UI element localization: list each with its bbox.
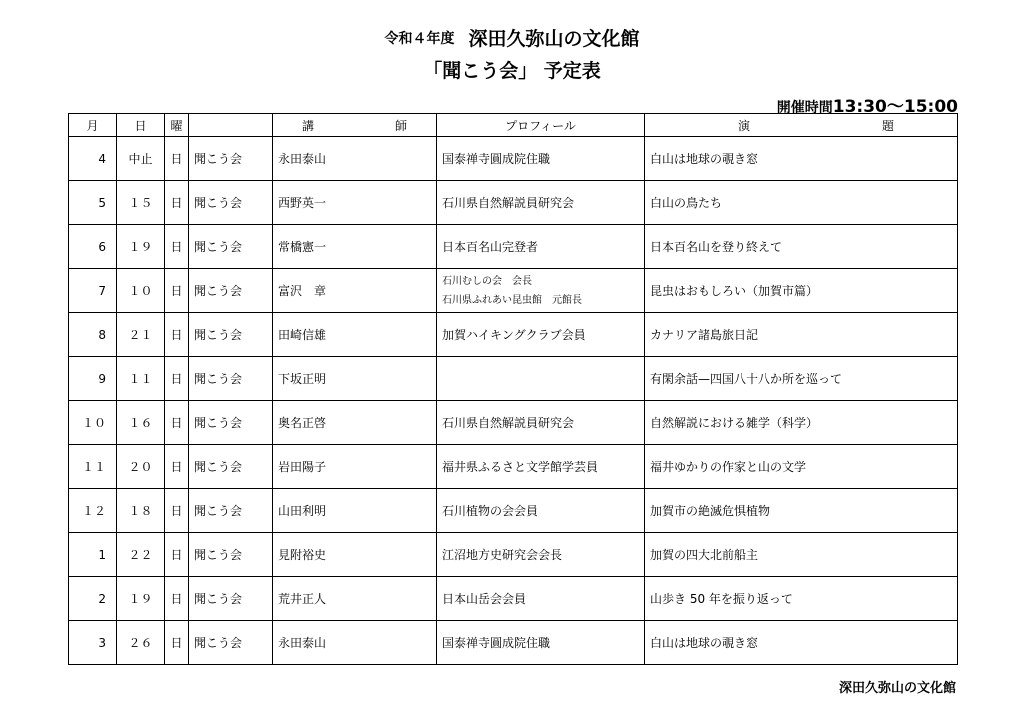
cell-weekday: 日 xyxy=(165,533,189,577)
cell-topic: 加賀の四大北前船主 xyxy=(645,533,958,577)
cell-month: 9 xyxy=(69,357,117,401)
cell-topic: 白山は地球の覗き窓 xyxy=(645,621,958,665)
cell-speaker: 荒井正人 xyxy=(273,577,437,621)
cell-profile xyxy=(437,313,645,357)
table-row xyxy=(69,621,958,665)
cell-day: １６ xyxy=(117,401,165,445)
col-header-profile: プロフィール xyxy=(437,114,645,137)
cell-topic: 福井ゆかりの作家と山の文学 xyxy=(645,445,958,489)
cell-weekday: 日 xyxy=(165,577,189,621)
profile-line: 国泰禅寺圓成院住職 xyxy=(442,152,551,166)
cell-weekday: 日 xyxy=(165,489,189,533)
cell-day: ２１ xyxy=(117,313,165,357)
cell-speaker: 下坂正明 xyxy=(273,357,437,401)
cell-speaker: 岩田陽子 xyxy=(273,445,437,489)
cell-day: １９ xyxy=(117,225,165,269)
cell-profile xyxy=(437,577,645,621)
cell-profile xyxy=(437,489,645,533)
table-row xyxy=(69,225,958,269)
cell-month: 4 xyxy=(69,137,117,181)
cell-month: １０ xyxy=(69,401,117,445)
cell-topic: 自然解説における雑学（科学） xyxy=(645,401,958,445)
table-row xyxy=(69,577,958,621)
cell-weekday: 日 xyxy=(165,181,189,225)
topic-header-b: 題 xyxy=(881,118,894,133)
speaker-header-b: 師 xyxy=(394,118,407,133)
cell-profile xyxy=(437,533,645,577)
cell-topic: 白山の鳥たち xyxy=(645,181,958,225)
cell-profile xyxy=(437,137,645,181)
cell-day: １９ xyxy=(117,577,165,621)
speaker-header-a: 講 xyxy=(302,118,315,133)
cell-weekday: 日 xyxy=(165,445,189,489)
cell-speaker: 奥名正啓 xyxy=(273,401,437,445)
profile-line: 加賀ハイキングクラブ会員 xyxy=(442,328,586,342)
col-header-event xyxy=(189,114,273,137)
cell-event: 聞こう会 xyxy=(189,357,273,401)
cell-event: 聞こう会 xyxy=(189,137,273,181)
cell-speaker: 永田泰山 xyxy=(273,137,437,181)
col-header-speaker xyxy=(273,114,437,137)
table-row xyxy=(69,357,958,401)
cell-month: １２ xyxy=(69,489,117,533)
col-header-topic xyxy=(645,114,958,137)
col-header-weekday: 曜 xyxy=(165,114,189,137)
cell-profile xyxy=(437,621,645,665)
table-row xyxy=(69,269,958,313)
cell-weekday: 日 xyxy=(165,357,189,401)
cell-weekday: 日 xyxy=(165,313,189,357)
cell-weekday: 日 xyxy=(165,401,189,445)
cell-day: １０ xyxy=(117,269,165,313)
cell-month: 2 xyxy=(69,577,117,621)
cell-speaker: 山田利明 xyxy=(273,489,437,533)
cell-event: 聞こう会 xyxy=(189,621,273,665)
profile-line: 石川むしの会 会長 xyxy=(442,275,532,287)
document-title xyxy=(0,24,1024,51)
cell-month: 1 xyxy=(69,533,117,577)
table-header-row xyxy=(69,114,958,137)
document-subtitle: 「聞こう会」 予定表 xyxy=(423,60,601,82)
profile-line: 国泰禅寺圓成院住職 xyxy=(442,636,551,650)
table-row xyxy=(69,181,958,225)
cell-day: ２６ xyxy=(117,621,165,665)
table-row xyxy=(69,489,958,533)
cell-topic: 昆虫はおもしろい（加賀市篇） xyxy=(645,269,958,313)
col-header-day: 日 xyxy=(117,114,165,137)
profile-line: 日本山岳会会員 xyxy=(442,592,527,606)
cell-topic: 有閑余話—四国八十八か所を巡って xyxy=(645,357,958,401)
cell-topic: 山歩き 50 年を振り返って xyxy=(645,577,958,621)
cell-day: ２０ xyxy=(117,445,165,489)
profile-line: 石川県自然解説員研究会 xyxy=(442,416,575,430)
schedule-body xyxy=(69,137,958,665)
table-row xyxy=(69,445,958,489)
cell-event: 聞こう会 xyxy=(189,401,273,445)
profile-line: 日本百名山完登者 xyxy=(442,240,539,254)
cell-speaker: 永田泰山 xyxy=(273,621,437,665)
footer-organizer: 深田久弥山の文化館 xyxy=(838,681,956,696)
cell-day: １８ xyxy=(117,489,165,533)
table-row xyxy=(69,533,958,577)
profile-line: 石川植物の会会員 xyxy=(442,504,539,518)
cell-weekday: 日 xyxy=(165,137,189,181)
schedule-table xyxy=(68,113,958,665)
hours-time: 13:30〜15:00 xyxy=(832,97,958,117)
cell-day: １１ xyxy=(117,357,165,401)
venue-name: 深田久弥山の文化館 xyxy=(468,28,640,50)
cell-event: 聞こう会 xyxy=(189,445,273,489)
cell-topic: 白山は地球の覗き窓 xyxy=(645,137,958,181)
cell-speaker: 田崎信雄 xyxy=(273,313,437,357)
cell-profile xyxy=(437,445,645,489)
cell-profile xyxy=(437,269,645,313)
cell-profile xyxy=(437,357,645,401)
cell-topic: 日本百名山を登り終えて xyxy=(645,225,958,269)
cell-month: 6 xyxy=(69,225,117,269)
hours-label: 開催時間 xyxy=(776,100,833,116)
cell-speaker: 富沢 章 xyxy=(273,269,437,313)
cell-day: 中止 xyxy=(117,137,165,181)
cell-topic: 加賀市の絶滅危惧植物 xyxy=(645,489,958,533)
cell-event: 聞こう会 xyxy=(189,533,273,577)
table-row xyxy=(69,313,958,357)
cell-month: 5 xyxy=(69,181,117,225)
cell-day: １５ xyxy=(117,181,165,225)
cell-event: 聞こう会 xyxy=(189,577,273,621)
cell-weekday: 日 xyxy=(165,269,189,313)
cell-weekday: 日 xyxy=(165,621,189,665)
cell-day: ２２ xyxy=(117,533,165,577)
cell-speaker: 西野英一 xyxy=(273,181,437,225)
cell-event: 聞こう会 xyxy=(189,489,273,533)
cell-speaker: 見附裕史 xyxy=(273,533,437,577)
cell-weekday: 日 xyxy=(165,225,189,269)
cell-event: 聞こう会 xyxy=(189,181,273,225)
col-header-month: 月 xyxy=(69,114,117,137)
cell-speaker: 常橋憲一 xyxy=(273,225,437,269)
cell-topic: カナリア諸島旅日記 xyxy=(645,313,958,357)
profile-line: 福井県ふるさと文学館学芸員 xyxy=(442,460,599,474)
cell-month: 3 xyxy=(69,621,117,665)
cell-month: 8 xyxy=(69,313,117,357)
cell-event: 聞こう会 xyxy=(189,269,273,313)
cell-month: 7 xyxy=(69,269,117,313)
cell-month: １１ xyxy=(69,445,117,489)
table-row xyxy=(69,401,958,445)
cell-profile xyxy=(437,401,645,445)
fiscal-year: 令和４年度 xyxy=(384,30,455,47)
cell-profile xyxy=(437,181,645,225)
topic-header-a: 演 xyxy=(738,118,751,133)
profile-line: 江沼地方史研究会会長 xyxy=(442,548,563,562)
profile-line: 石川県ふれあい昆虫館 元館長 xyxy=(442,294,582,306)
cell-profile xyxy=(437,225,645,269)
table-row xyxy=(69,137,958,181)
profile-line: 石川県自然解説員研究会 xyxy=(442,196,575,210)
cell-event: 聞こう会 xyxy=(189,313,273,357)
cell-event: 聞こう会 xyxy=(189,225,273,269)
